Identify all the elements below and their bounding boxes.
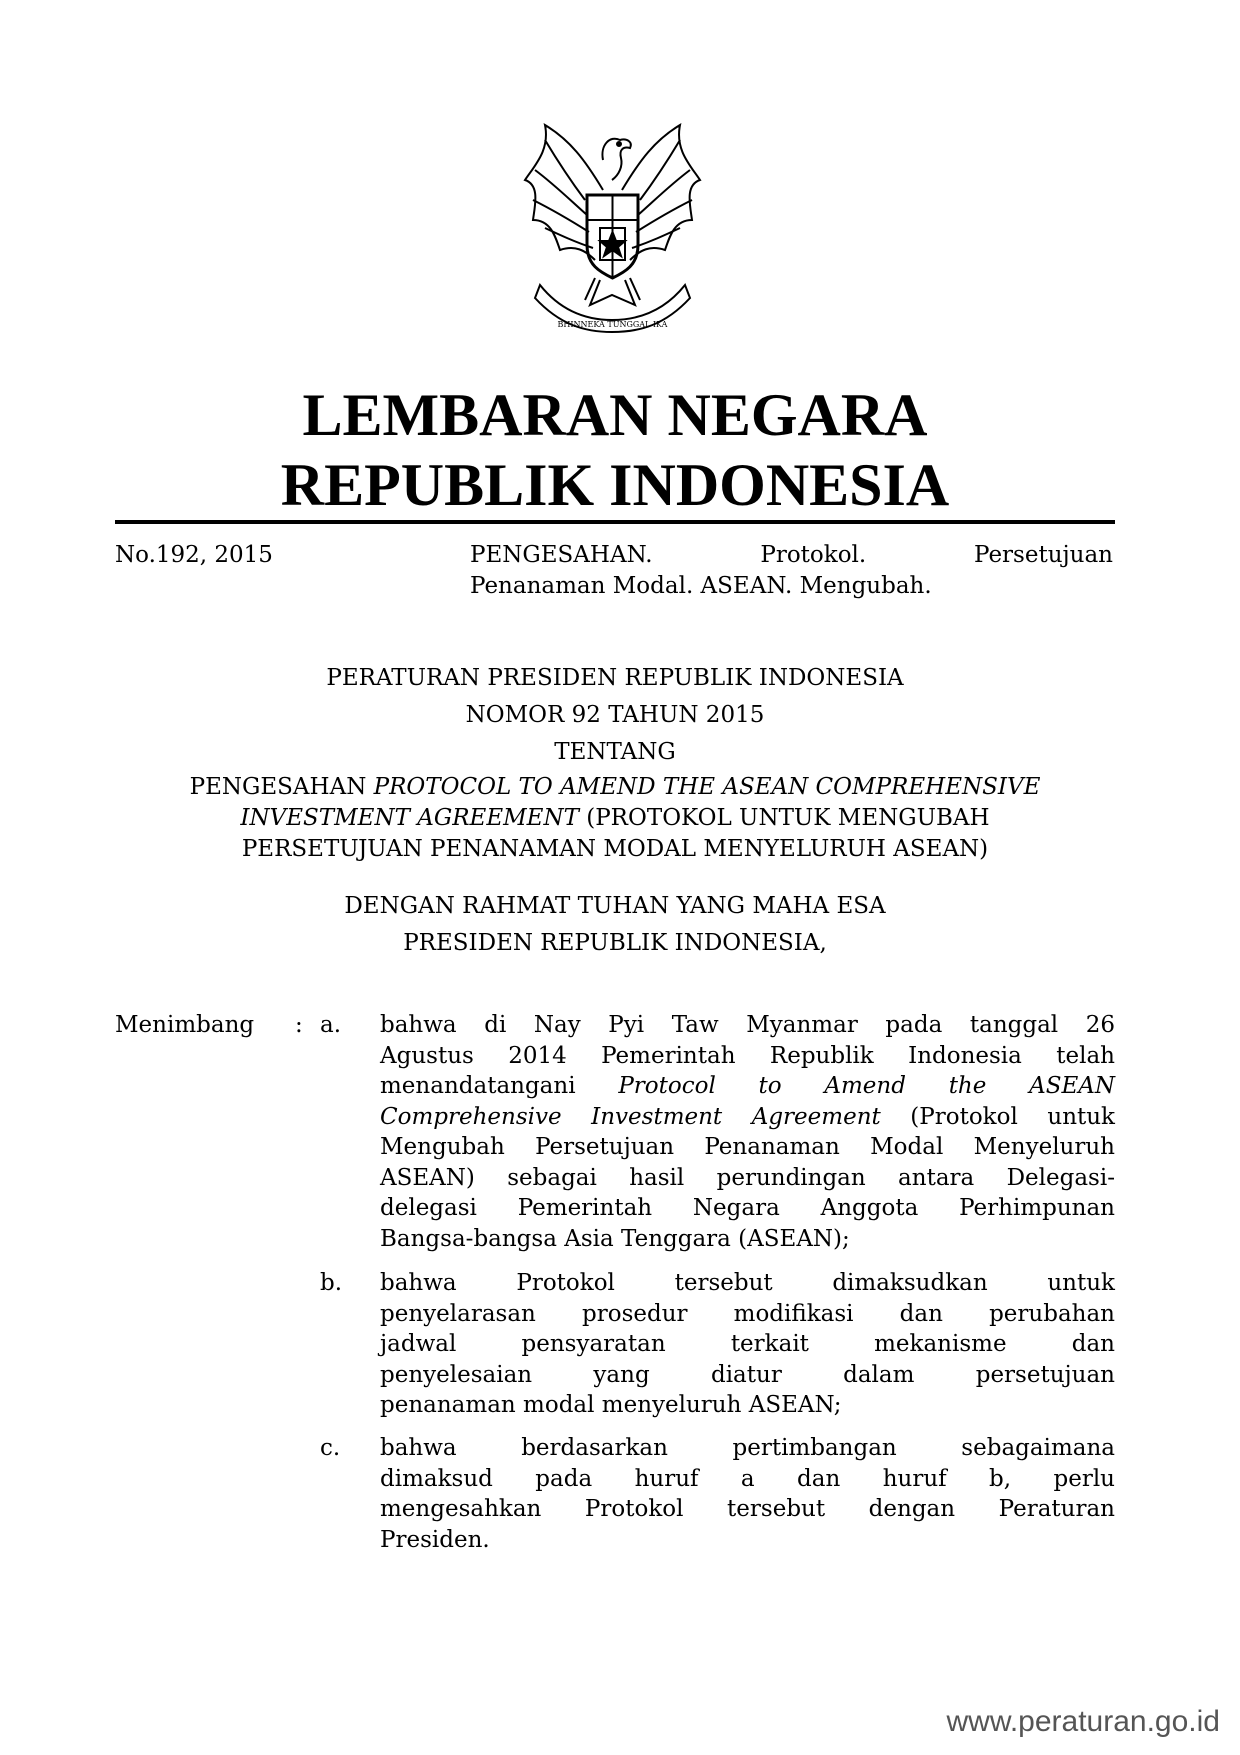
subject-rest-2: (PROTOKOL UNTUK MENGUBAH bbox=[578, 805, 990, 831]
masthead-divider bbox=[115, 520, 1115, 524]
item-line-plain: (Protokol untuk bbox=[880, 1103, 1115, 1130]
masthead-line-2: REPUBLIK INDONESIA bbox=[280, 452, 950, 518]
item-line: jadwal pensyaratan terkait mekanisme dan bbox=[380, 1331, 1115, 1357]
item-letter: b. bbox=[320, 1270, 343, 1296]
item-letter: a. bbox=[320, 1012, 342, 1038]
item-line: bahwa Protokol tersebut dimaksudkan untuk bbox=[380, 1270, 1115, 1296]
item-line: dimaksud pada huruf a dan huruf b, perlu bbox=[380, 1465, 1115, 1492]
invocation-line-1: DENGAN RAHMAT TUHAN YANG MAHA ESA bbox=[344, 893, 886, 919]
item-line-italic: Protocol to Amend the ASEAN bbox=[618, 1073, 1115, 1099]
item-line: penyelesaian yang diatur dalam persetujuan bbox=[380, 1361, 1115, 1388]
item-line: bahwa berdasarkan pertimbangan sebagaimana bbox=[380, 1435, 1115, 1461]
item-line bbox=[380, 1071, 1115, 1102]
item-line bbox=[380, 1102, 1115, 1133]
regulation-subject-line-2 bbox=[115, 803, 1115, 834]
regulation-title-line-1: PERATURAN PRESIDEN REPUBLIK INDONESIA bbox=[326, 665, 904, 691]
masthead-title bbox=[115, 380, 1115, 520]
item-line: Presiden. bbox=[380, 1526, 490, 1553]
considerations-label: Menimbang bbox=[115, 1012, 255, 1038]
subject-prefix: PENGESAHAN bbox=[189, 774, 374, 800]
item-letter: c. bbox=[320, 1435, 341, 1461]
item-line: delegasi Pemerintah Negara Anggota Perhimpunan bbox=[380, 1195, 1115, 1221]
gazette-subject bbox=[470, 540, 1113, 602]
item-text bbox=[380, 1268, 1115, 1421]
item-line-plain: menandatangani bbox=[380, 1073, 619, 1099]
item-line: penyelarasan prosedur modifikasi dan perubahan bbox=[380, 1300, 1115, 1327]
item-text bbox=[380, 1433, 1115, 1555]
regulation-number: NOMOR 92 TAHUN 2015 bbox=[465, 702, 765, 728]
subject-italic-1: PROTOCOL TO AMEND THE ASEAN COMPREHENSIVE bbox=[373, 774, 1041, 800]
regulation-subject-line-1 bbox=[115, 772, 1115, 803]
item-line: mengesahkan Protokol tersebut dengan Peraturan bbox=[380, 1496, 1115, 1522]
garuda-pancasila-emblem-icon bbox=[515, 120, 710, 335]
regulation-subject-line-3: PERSETUJUAN PENANAMAN MODAL MENYELURUH ASEAN) bbox=[241, 836, 989, 862]
item-line: Agustus 2014 Pemerintah Republik Indonesia telah bbox=[380, 1042, 1115, 1069]
item-line: Mengubah Persetujuan Penanaman Modal Menyeluruh bbox=[380, 1134, 1115, 1160]
item-text bbox=[380, 1010, 1115, 1254]
masthead-line-1: LEMBARAN NEGARA bbox=[302, 382, 928, 448]
invocation-line-2: PRESIDEN REPUBLIK INDONESIA, bbox=[403, 930, 827, 956]
item-line: Bangsa-bangsa Asia Tenggara (ASEAN); bbox=[380, 1225, 850, 1252]
regulation-about: TENTANG bbox=[554, 739, 676, 765]
item-line: bahwa di Nay Pyi Taw Myanmar pada tanggal 26 bbox=[380, 1012, 1115, 1038]
gazette-subject-line-2: Penanaman Modal. ASEAN. Mengubah. bbox=[470, 573, 932, 599]
source-watermark: www.peraturan.go.id bbox=[946, 1705, 1220, 1738]
regulation-title bbox=[115, 660, 1115, 771]
gazette-number: No.192, 2015 bbox=[115, 542, 273, 568]
considerations-colon: : bbox=[295, 1012, 303, 1038]
item-line: ASEAN) sebagai hasil perundingan antara Delegasi- bbox=[380, 1164, 1115, 1191]
svg-text:BHINNEKA TUNGGAL IKA: BHINNEKA TUNGGAL IKA bbox=[557, 320, 668, 329]
subject-italic-2: INVESTMENT AGREEMENT bbox=[240, 805, 579, 831]
item-line-italic: Comprehensive Investment Agreement bbox=[380, 1103, 881, 1130]
invocation bbox=[115, 888, 1115, 962]
item-line: penanaman modal menyeluruh ASEAN; bbox=[380, 1392, 842, 1418]
regulation-subject bbox=[115, 772, 1115, 865]
gazette-subject-line-1: PENGESAHAN. Protokol. Persetujuan bbox=[470, 542, 1113, 568]
